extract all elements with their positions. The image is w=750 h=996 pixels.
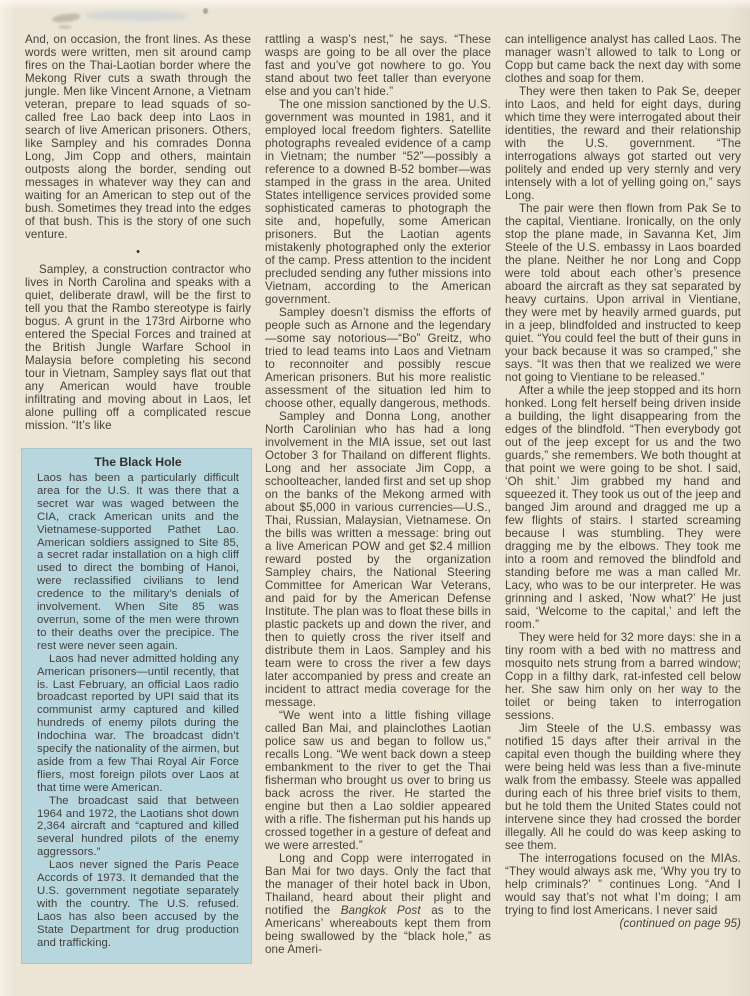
paragraph-text: Long and Copp were interrogated in Ban Mai for two days. Only the fact that the manager of their hotel back in Ubon, Thailand, heard about their plight and notified the <box>265 852 491 917</box>
paragraph: “We went into a little fishing village called Ban Mai, and plainclothes Laotian police saw us and began to follow us,” recalls Long. “We went back down a steep embankment to the river to get the Thai fisherman who brought us over to bring us back across the river. He started the engine but then a Lao soldier appeared with a rifle. The fisherman put his hands up crossed together in a gesture of defeat and we were arrested.” <box>265 709 491 852</box>
paragraph: The pair were then flown from Pak Se to the capital, Vientiane. Ironically, on the only stop the plane made, in Savanna Ket, Jim Steele of the U.S. embassy in Laos boarded the plane. Neither he nor Long and Copp were told about each other’s presence aboard the aircraft as they sat separated by heavy curtains. Upon arrival in Vientiane, they were met by heavily armed guards, put in a jeep, blindfolded and instructed to keep quiet. “You could feel the butt of their guns in your back because it was so cramped,” she says. “It was then that we realized we were not going to Vientiane to be released.” <box>505 202 741 384</box>
section-separator-dot: • <box>136 246 140 258</box>
publication-name: Bangkok Post <box>340 904 421 917</box>
paragraph: Sampley, a construction contractor who lives in North Carolina and speaks with a quiet, deliberate drawl, will be the first to tell you that the Rambo stereotype is fairly bogus. A grunt in the 173rd Airborne who entered the Special Forces and trained at the British Jungle Warfare School in Malaysia before completing his second tour in Vietnam, Sampley says flat out that any American would have trouble infiltrating and moving about in Laos, let alone pulling off a complicated rescue mission. “It’s like <box>25 263 251 432</box>
paragraph: They were then taken to Pak Se, deeper into Laos, and held for eight days, during which time they were interrogated about their identities, the reward and their relationship with the U.S. government. “The interrogations always got started out very politely and ended up very sternly and very intensely with a lot of yelling going on,” says Long. <box>505 85 741 202</box>
paragraph: Sampley doesn’t dismiss the efforts of people such as Arnone and the legendary—some say notorious—“Bo” Greitz, who tried to lead teams into Laos and Vietnam to reconnoiter and possibly rescue American prisoners. But his more realistic assessment of the situation led him to choose other, equally dangerous, methods. <box>265 306 491 410</box>
sidebar-the-black-hole <box>21 448 252 964</box>
paragraph: And, on occasion, the front lines. As these words were written, men sit around camp fires on the Thai-Laotian border where the Mekong River cuts a swath through the jungle. Men like Vincent Arnone, a Vietnam veteran, prepare to lead squads of so-called free Lao back deep into Laos in search of live American prisoners. Others, like Sampley and his comrades Donna Long, Jim Copp and others, maintain outposts along the border, sending out messages in whatever way they can and waiting for an American to step out of the bush. Sometimes they tread into the edges of that bush. This is the story of one such venture. <box>25 33 251 241</box>
article-columns <box>25 33 741 964</box>
paragraph: Jim Steele of the U.S. embassy was notified 15 days after their arrival in the capital even though the building where they were being held was less than a five-minute walk from the embassy. Steele was appalled during each of his three brief visits to them, but he told them the United States could not intervene since they had crossed the border illegally. All he could do was keep asking to see them. <box>505 722 741 852</box>
scan-smudge <box>52 13 81 24</box>
paragraph: Sampley and Donna Long, another North Carolinian who has had a long involvement in the MIA issue, set out last October 3 for Thailand on different flights. Long and her associate Jim Copp, a schoolteacher, landed first and set up shop on the banks of the Mekong armed with about $5,000 in various currencies—U.S., Thai, Russian, Malaysian, Vietnamese. On the bills was written a message: bring out a live American POW and get $2.4 million reward posted by the organization Sampley chairs, the National Steering Committee for American War Veterans, and paid for by the American Defense Institute. The plan was to float these bills in plastic packets up and down the river, and then to quietly cross the river itself and distribute them in Laos. Sampley and his team were to cross the river a few days later accompanied by press and create an incident to attract media coverage for the message. <box>265 410 491 709</box>
paragraph: They were held for 32 more days: she in a tiny room with a bed with no mattress and mosquito nets strung from a barred window; Copp in a filthy dark, rat-infested cell below her. She saw him only on her way to the toilet or being taken to interrogation sessions. <box>505 631 741 722</box>
sidebar-paragraph: Laos has been a particularly difficult area for the U.S. It was there that a secret war was waged between the CIA, crack American units and the Vietnamese-supported Pathet Lao. American soldiers assigned to Site 85, a secret radar installation on a high cliff used to direct the bombing of Hanoi, were reclassified civilians to lend credence to the military’s denials of involvement. When Site 85 was overrun, some of the men were thrown to their deaths over the precipice. The rest were never seen again. <box>37 472 239 652</box>
column-3 <box>505 33 741 964</box>
paragraph: The interrogations focused on the MIAs. “They would always ask me, ‘Why you try to help criminals?’ ” continues Long. “And I would say that’s not what I’m doing; I am trying to find lost Americans. I never said <box>505 852 741 917</box>
scan-smudge <box>58 25 72 29</box>
sidebar-paragraph: Laos never signed the Paris Peace Accords of 1973. It demanded that the U.S. government negotiate separately with the country. The U.S. refused. Laos has also been accused by the State Department for drug production and trafficking. <box>37 859 239 949</box>
paragraph: rattling a wasp’s nest,” he says. “These wasps are going to be all over the place fast and you’ve got nowhere to go. You stand about two feet taller than everyone else and you can’t hide.” <box>265 33 491 98</box>
sidebar-paragraph: The broadcast said that between 1964 and 1972, the Laotians shot down 2,364 aircraft and “captured and killed several hundred pilots of the enemy aggressors.” <box>37 794 239 859</box>
paragraph-text: as to the Americans’ whereabouts kept them from being swallowed by the “black hole,” as one Ameri- <box>265 904 491 956</box>
sidebar-title: The Black Hole <box>94 455 182 469</box>
column-2 <box>265 33 491 964</box>
paragraph: After a while the jeep stopped and its horn honked. Long felt herself being driven inside a building, the light disappearing from the edges of the blindfold. “Then everybody got out of the jeep except for us and the two guards,” she remembers. We both thought at that point we were going to be shot. I said, ‘Oh shit.’ Jim grabbed my hand and squeezed it. They took us out of the jeep and banged Jim around and dragged me up a few flights of stairs. I started screaming because I was stumbling. They were dragging me by the elbows. They took me into a room and removed the blindfold and standing before me was a man called Mr. Lacy, who was to be our interpreter. He was grinning and I asked, ‘Now what?’ He just said, ‘Welcome to the capital,’ and left the room.” <box>505 384 741 631</box>
sidebar-paragraph: Laos had never admitted holding any American prisoners—until recently, that is. Last February, an official Laos radio broadcast reported by UPI said that its communist army captured and killed hundreds of enemy pilots during the Indochina war. The broadcast didn’t specify the nationality of the airmen, but aside from a few Thai Royal Air Force fliers, most foreign pilots over Laos at that time were American. <box>37 652 239 794</box>
column-1 <box>25 33 251 964</box>
paragraph <box>265 852 491 956</box>
scan-smudge <box>203 8 208 14</box>
paragraph: can intelligence analyst has called Laos. The manager wasn’t allowed to talk to Long or Copp but came back the next day with some clothes and soap for them. <box>505 33 741 85</box>
paragraph: The one mission sanctioned by the U.S. government was mounted in 1981, and it employed local freedom fighters. Satellite photographs revealed evidence of a camp in Vietnam; the number “52”—possibly a reference to a downed B-52 bomber—was stamped in the grass in the area. United States intelligence services provided some sophisticated cameras to photograph the site and, hopefully, some American prisoners. But the Laotian agents mistakenly photographed only the exterior of the camp. Press attention to the incident precluded sending any futher missions into Vietnam, according to the American government. <box>265 98 491 306</box>
scan-smudge <box>84 11 188 21</box>
continued-on-page-note: (continued on page 95) <box>619 917 741 930</box>
